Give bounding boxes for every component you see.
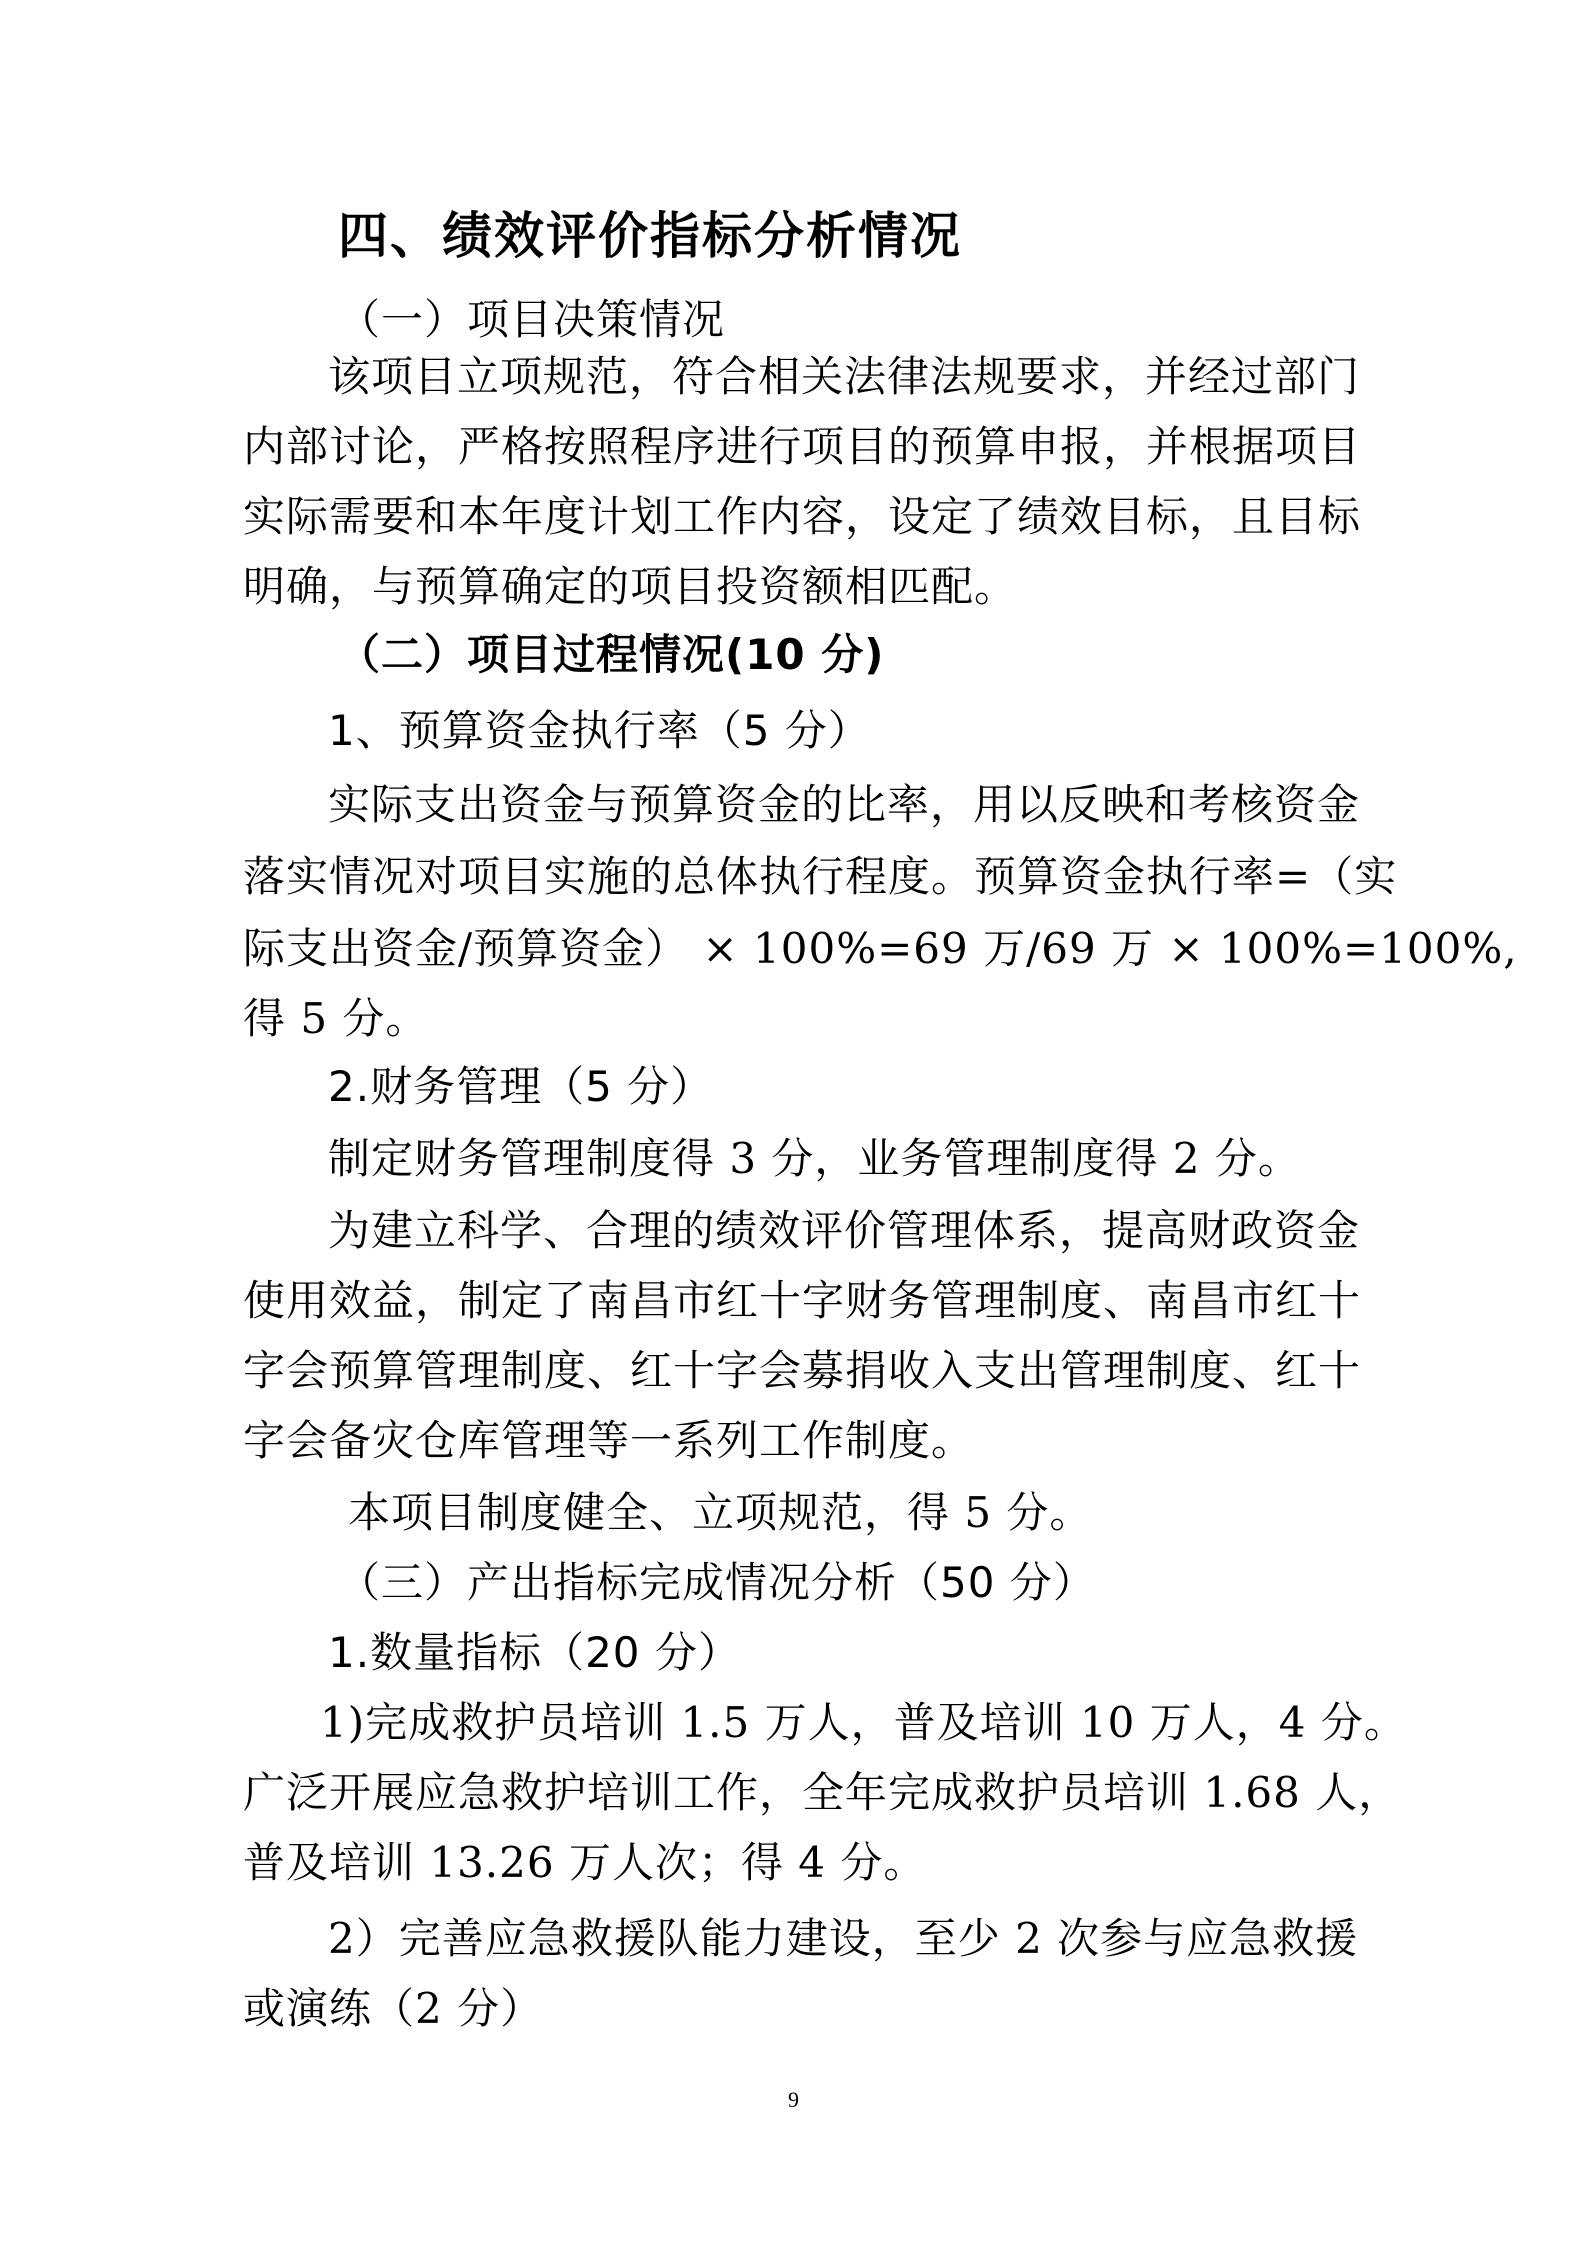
page-number: 9 [788, 2087, 799, 2112]
paragraph-line: 际支出资金/预算资金） × 100%=69 万/69 万 × 100%=100%, [243, 924, 1518, 973]
paragraph-line: 使用效益，制定了南昌市红十字财务管理制度、南昌市红十 [243, 1276, 1362, 1325]
paragraph-line: 明确，与预算确定的项目投资额相匹配。 [243, 562, 1018, 611]
paragraph-line: 得 5 分。 [243, 994, 429, 1043]
paragraph-line: 制定财务管理制度得 3 分，业务管理制度得 2 分。 [328, 1134, 1301, 1183]
paragraph-line: 为建立科学、合理的绩效评价管理体系，提高财政资金 [328, 1206, 1361, 1255]
paragraph-line: 2）完善应急救援队能力建设，至少 2 次参与应急救援 [328, 1914, 1359, 1963]
paragraph-line: 或演练（2 分） [243, 1984, 544, 2033]
paragraph-line: 落实情况对项目实施的总体执行程度。预算资金执行率=（实 [243, 852, 1398, 901]
paragraph-line: 该项目立项规范，符合相关法律法规要求，并经过部门 [328, 352, 1361, 401]
section-heading: 四、绩效评价指标分析情况 [338, 207, 962, 265]
subsection-title-1: （一）项目决策情况 [338, 295, 726, 344]
paragraph-line: 普及培训 13.26 万人次；得 4 分。 [243, 1838, 927, 1887]
item-title-budget-execution: 1、预算资金执行率（5 分） [328, 706, 871, 755]
item-title-quantity-indicator: 1.数量指标（20 分） [328, 1628, 741, 1677]
paragraph-line: 字会备灾仓库管理等一系列工作制度。 [243, 1416, 975, 1465]
paragraph-line: 广泛开展应急救护培训工作，全年完成救护员培训 1.68 人， [243, 1768, 1402, 1817]
subsection-title-2: （二）项目过程情况(10 分) [338, 630, 885, 679]
item-title-financial-management: 2.财务管理（5 分） [328, 1062, 714, 1111]
paragraph-line: 内部讨论，严格按照程序进行项目的预算申报，并根据项目 [243, 422, 1362, 471]
paragraph-line: 1)完成救护员培训 1.5 万人，普及培训 10 万人，4 分。 [320, 1698, 1407, 1747]
paragraph-line: 字会预算管理制度、红十字会募捐收入支出管理制度、红十 [243, 1346, 1362, 1395]
paragraph-line: 实际支出资金与预算资金的比率，用以反映和考核资金 [328, 780, 1361, 829]
paragraph-line: 实际需要和本年度计划工作内容，设定了绩效目标，且目标 [243, 492, 1362, 541]
subsection-title-3: （三）产出指标完成情况分析（50 分） [338, 1558, 1096, 1607]
paragraph-line: 本项目制度健全、立项规范，得 5 分。 [348, 1488, 1093, 1537]
